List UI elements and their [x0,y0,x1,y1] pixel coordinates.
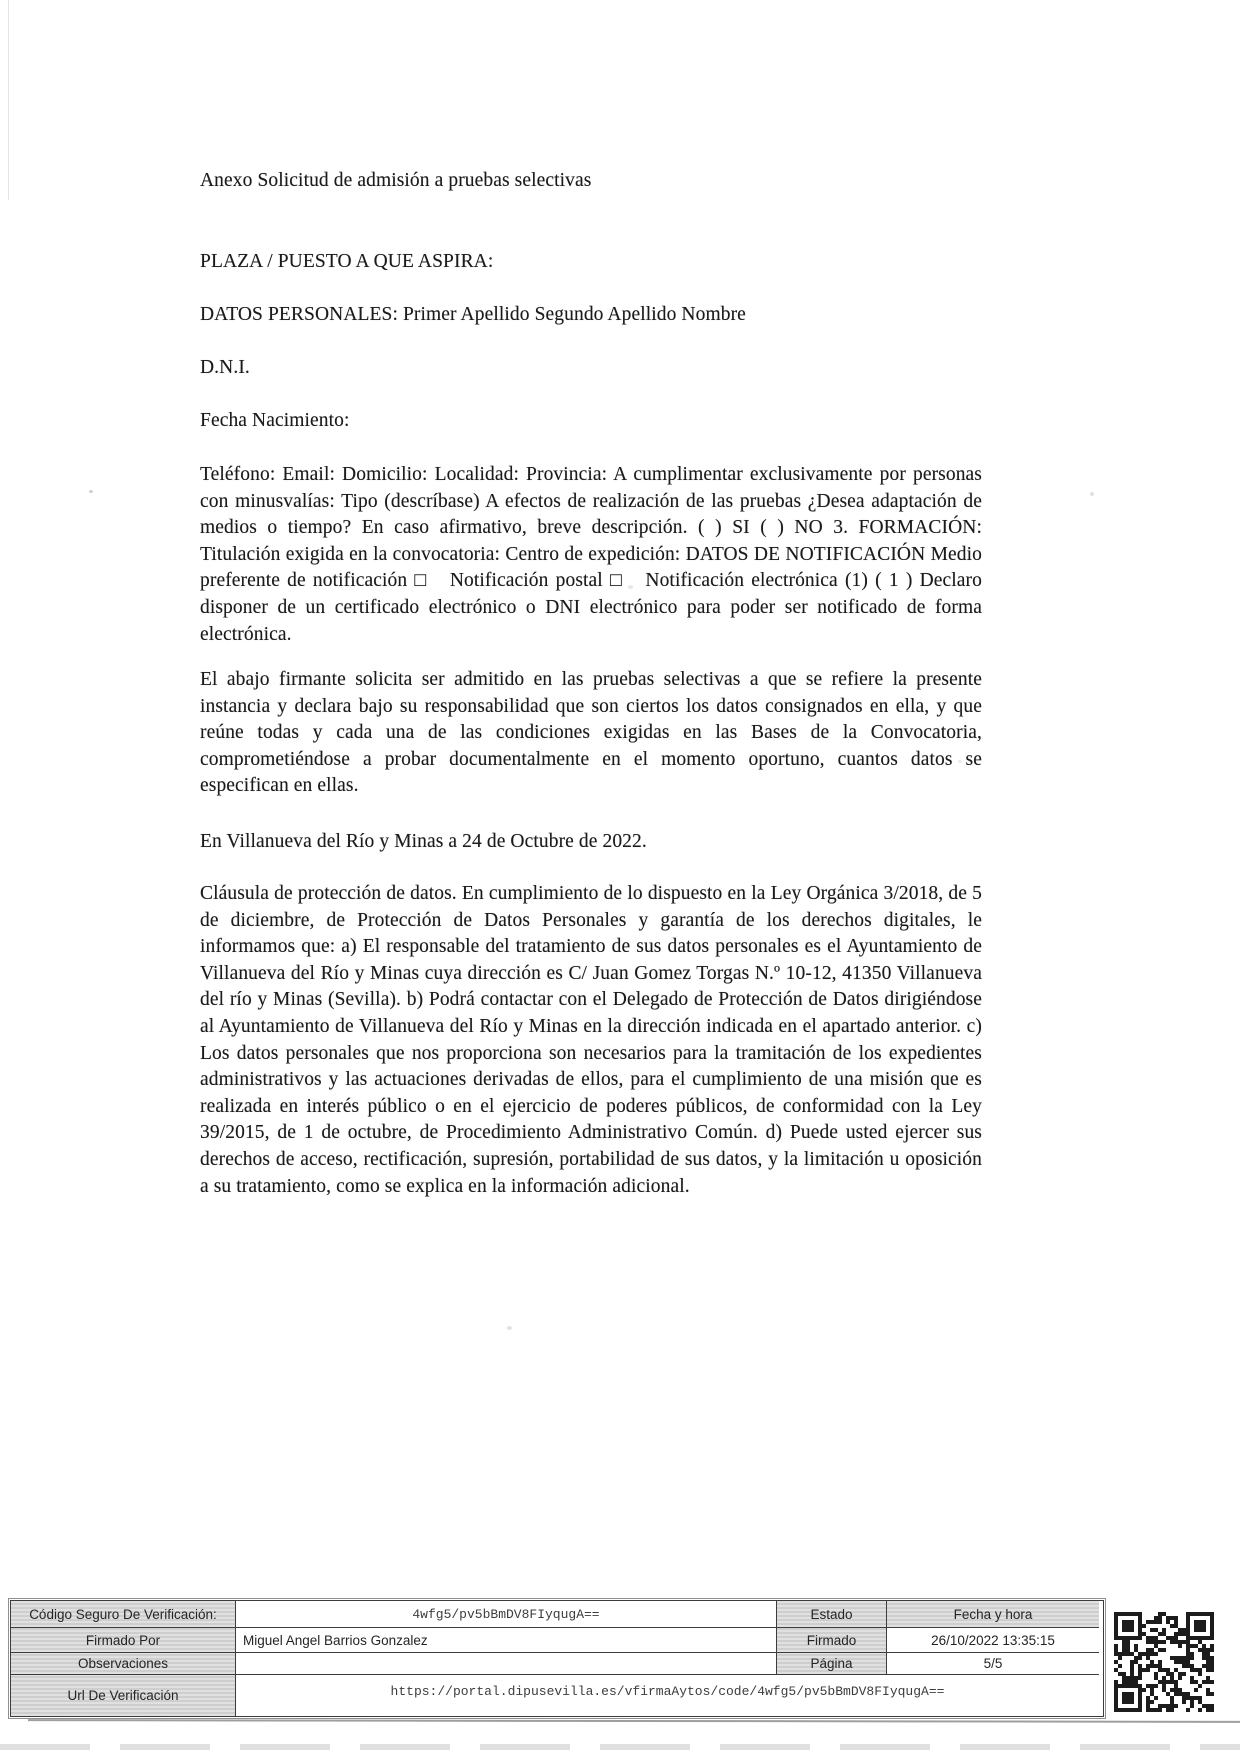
scan-bottom-faint-line [0,1744,1240,1750]
paragraph-data-protection: Cláusula de protección de datos. En cumplimiento de lo dispuesto en la Ley Orgánica 3/2018, de 5 de diciembre, de Protección de Datos Personales y garantía de los derechos digitales, le informamos que: a) El responsable del tratamiento de sus datos personales es el Ayuntamiento de Villanueva del Río y Minas cuya dirección es C/ Juan Gomez Torgas N.º 10-12, 41350 Villanueva del río y Minas (Sevilla). b) Podrá contactar con el Delegado de Protección de Datos dirigiéndose al Ayuntamiento de Villanueva del Río y Minas en la dirección indicada en el apartado anterior. c) Los datos personales que nos proporciona son necesarios para la tramitación de los expedientes administrativos y las actuaciones derivadas de ellos, para el cumplimiento de una misión que es realizada en interés público o en el ejercicio de poderes públicos, de conformidad con la Ley 39/2015, de 1 de octubre, de Procedimiento Administrativo Común. d) Puede usted ejercer sus derechos de acceso, rectificación, supresión, portabilidad de sus datos, y la limitación u oposición a su tratamiento, como se explica en la información adicional. [200,883,982,1197]
place-and-date-line: En Villanueva del Río y Minas a 24 de Octubre de 2022. [200,831,647,852]
scan-speck [628,585,633,589]
firmado-por-value: Miguel Angel Barrios Gonzalez [236,1628,777,1653]
fecha-hora-header: Fecha y hora [887,1601,1099,1628]
csv-label: Código Seguro De Verificación: [11,1601,236,1628]
firmado-por-label: Firmado Por [11,1628,236,1653]
estado-value: Firmado [777,1628,887,1653]
estado-header: Estado [777,1601,887,1628]
dni-label: D.N.I. [200,357,250,378]
url-verificacion-value: https://portal.dipusevilla.es/vfirmaAytos/code/4wfg5/pv5bBmDV8FIyqugA== [390,1684,945,1699]
paragraph-contact-and-notification: Teléfono: Email: Domicilio: Localidad: Provincia: A cumplimentar exclusivamente por personas con minusvalías: Tipo (descríbase) A efectos de realización de las pruebas ¿Desea adaptación de medios o tiempo? En caso afirmativo, breve descripción. ( ) SI ( ) NO 3. FORMACIÓN: Titulación exigida en la convocatoria: Centro de expedición: DATOS DE NOTIFICACIÓN Medio preferente de notificación □ Notificación postal □ Notificación electrónica (1) ( 1 ) Declaro disponer de un certificado electrónico o DNI electrónico para poder ser notificado de forma electrónica. [200,464,982,645]
scan-speck [958,760,962,763]
signature-verification-table [8,1598,1106,1719]
csv-value: 4wfg5/pv5bBmDV8FIyqugA== [236,1601,777,1628]
verification-qr-code-icon [1112,1610,1216,1714]
scan-speck [507,1326,512,1330]
fecha-hora-value: 26/10/2022 13:35:15 [887,1628,1099,1653]
scan-speck [89,490,93,493]
url-verificacion-label: Url De Verificación [11,1675,236,1716]
fecha-nacimiento-label: Fecha Nacimiento: [200,410,350,431]
plaza-heading: PLAZA / PUESTO A QUE ASPIRA: [200,251,494,272]
observaciones-value [236,1653,777,1675]
paragraph-declaration: El abajo firmante solicita ser admitido en las pruebas selectivas a que se refiere la presente instancia y declara bajo su responsabilidad que son ciertos los datos consignados en ella, y que reúne todas y cada una de las condiciones exigidas en las Bases de la Convocatoria, comprometiéndose a probar documentalmente en el momento oportuno, cuantos datos se especifican en ellas. [200,669,982,797]
scan-page-edge [8,0,9,200]
observaciones-label: Observaciones [11,1653,236,1675]
scan-speck [1090,492,1094,496]
document-title: Anexo Solicitud de admisión a pruebas selectivas [200,170,592,191]
pagina-value: 5/5 [887,1653,1099,1675]
pagina-label: Página [777,1653,887,1675]
datos-personales-heading: DATOS PERSONALES: Primer Apellido Segundo Apellido Nombre [200,304,746,325]
scan-bottom-rule [28,1719,1240,1723]
